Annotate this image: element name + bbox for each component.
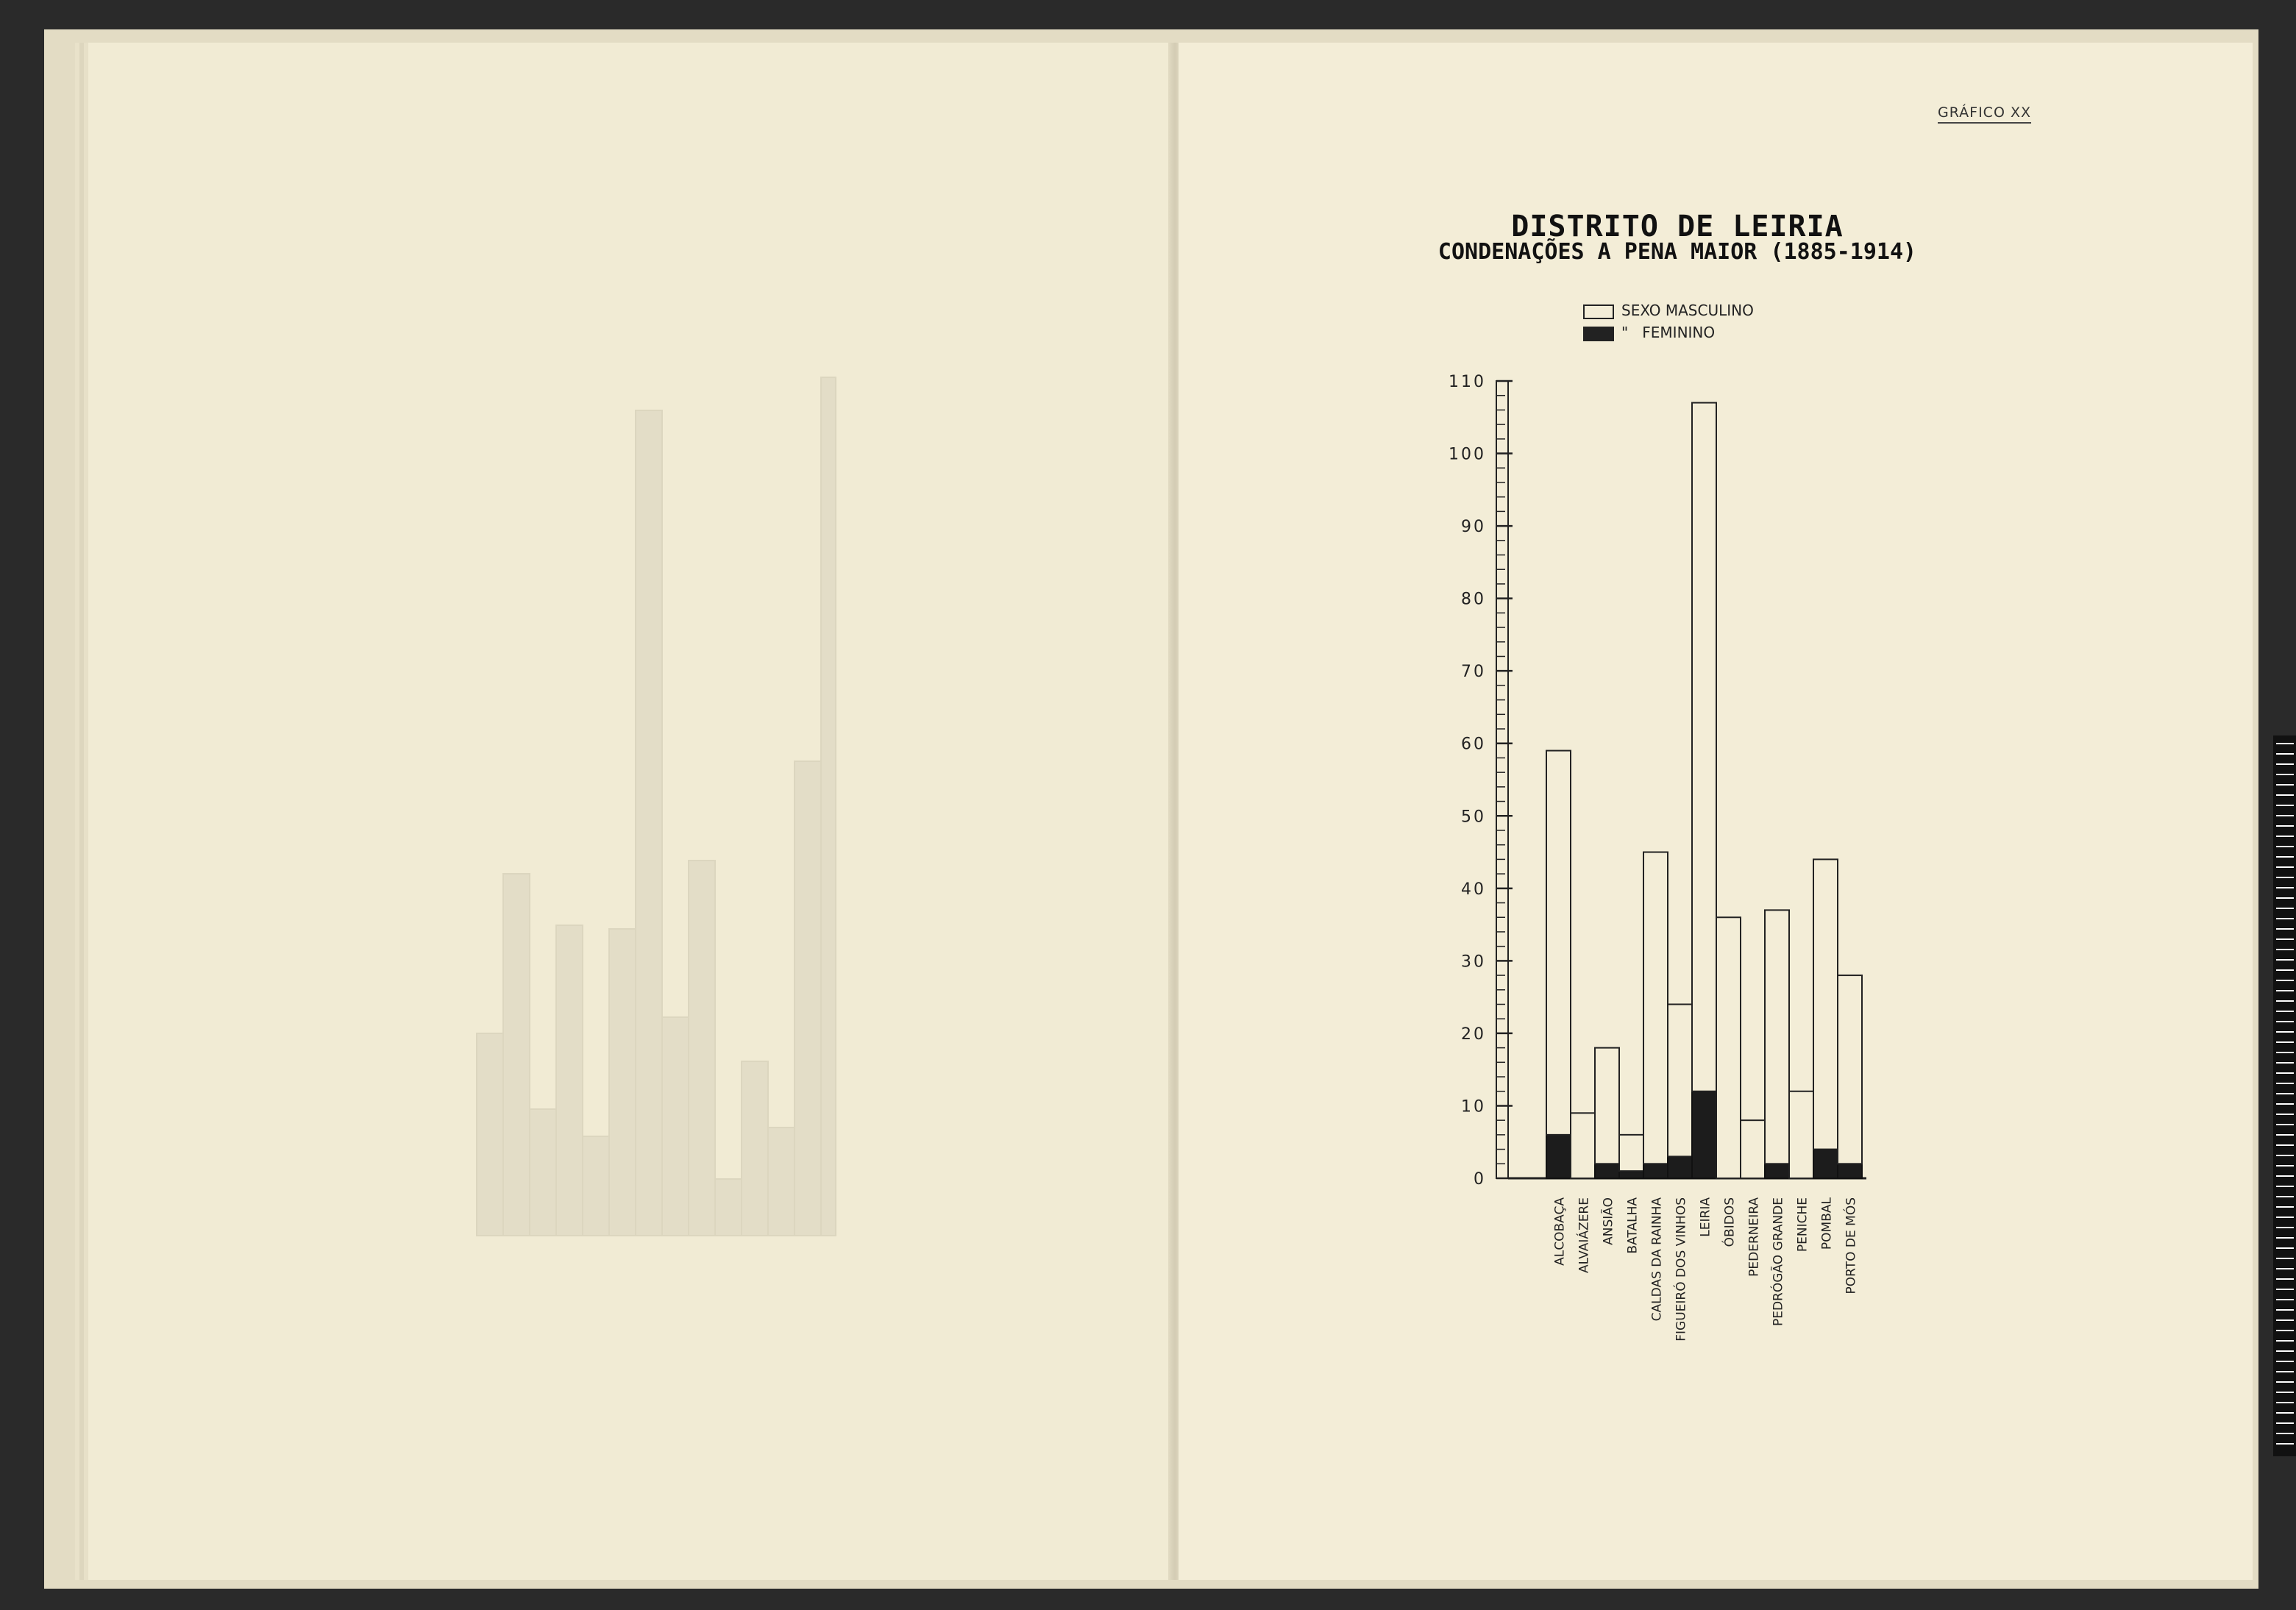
y-tick-label: 0 bbox=[1474, 1170, 1486, 1189]
bar-male bbox=[1813, 859, 1838, 1149]
bar-female bbox=[1838, 1164, 1862, 1178]
y-tick-label: 20 bbox=[1461, 1025, 1486, 1044]
bar-male bbox=[1716, 917, 1741, 1178]
bar-male bbox=[1643, 852, 1668, 1164]
y-tick-label: 100 bbox=[1449, 445, 1486, 464]
bar-male bbox=[1668, 1004, 1692, 1156]
legend-label-male: SEXO MASCULINO bbox=[1621, 302, 1754, 319]
bar-female bbox=[1595, 1164, 1619, 1178]
bar-male bbox=[1741, 1120, 1765, 1178]
bar-female bbox=[1813, 1150, 1838, 1178]
y-tick-label: 110 bbox=[1449, 373, 1486, 391]
y-tick-label: 80 bbox=[1461, 590, 1486, 609]
x-tick-label: ALCOBAÇA bbox=[1552, 1197, 1568, 1266]
bar-male bbox=[1692, 403, 1716, 1091]
x-tick-label: PENICHE bbox=[1795, 1197, 1810, 1253]
y-tick-label: 40 bbox=[1461, 880, 1486, 899]
x-tick-label: BATALHA bbox=[1625, 1197, 1641, 1254]
x-tick-label: LEIRIA bbox=[1698, 1197, 1713, 1237]
legend-label-female: " FEMININO bbox=[1621, 324, 1716, 341]
bar-female bbox=[1692, 1091, 1716, 1178]
x-tick-label: PORTO DE MÓS bbox=[1844, 1197, 1859, 1294]
show-through-image bbox=[88, 43, 1177, 1580]
y-tick-label: 10 bbox=[1461, 1097, 1486, 1116]
bar-male bbox=[1838, 975, 1862, 1164]
bar-female bbox=[1643, 1164, 1668, 1178]
page-header-label: GRÁFICO XX bbox=[1938, 104, 2031, 124]
bar-male bbox=[1765, 910, 1789, 1164]
legend-entry-female bbox=[1583, 324, 1715, 341]
legend-entry-male bbox=[1583, 302, 1754, 319]
bar-male bbox=[1571, 1113, 1595, 1178]
legend-swatch-male bbox=[1583, 304, 1614, 319]
bar-male bbox=[1595, 1048, 1619, 1164]
y-tick-label: 50 bbox=[1461, 808, 1486, 827]
bar-female bbox=[1765, 1164, 1789, 1178]
bar-chart bbox=[1442, 360, 1898, 1353]
x-tick-label: ALVAIÁZERE bbox=[1577, 1197, 1592, 1273]
bar-male bbox=[1546, 751, 1571, 1135]
y-axis-ruler bbox=[1496, 381, 1508, 1178]
chart-title: DISTRITO DE LEIRIA bbox=[1511, 210, 1844, 243]
y-tick-label: 90 bbox=[1461, 518, 1486, 537]
y-tick-label: 70 bbox=[1461, 663, 1486, 682]
chart-subtitle: CONDENAÇÕES A PENA MAIOR (1885-1914) bbox=[1437, 239, 1917, 265]
bar-male bbox=[1789, 1091, 1813, 1178]
x-tick-label: PEDERNEIRA bbox=[1746, 1197, 1762, 1277]
scan-ruler bbox=[2273, 735, 2296, 1456]
bar-female bbox=[1546, 1135, 1571, 1178]
bar-female bbox=[1668, 1156, 1692, 1178]
x-tick-label: FIGUEIRÓ DOS VINHOS bbox=[1674, 1197, 1689, 1342]
bar-female bbox=[1619, 1171, 1643, 1178]
x-tick-label: POMBAL bbox=[1819, 1197, 1835, 1250]
y-tick-label: 30 bbox=[1461, 952, 1486, 972]
y-tick-label: 60 bbox=[1461, 735, 1486, 754]
x-tick-label: ANSIÃO bbox=[1601, 1197, 1616, 1245]
x-tick-label: ÓBIDOS bbox=[1722, 1197, 1738, 1247]
x-tick-label: PEDRÓGÃO GRANDE bbox=[1771, 1197, 1786, 1327]
bar-male bbox=[1619, 1135, 1643, 1171]
x-tick-label: CALDAS DA RAINHA bbox=[1649, 1197, 1665, 1322]
legend-swatch-female bbox=[1583, 327, 1614, 341]
